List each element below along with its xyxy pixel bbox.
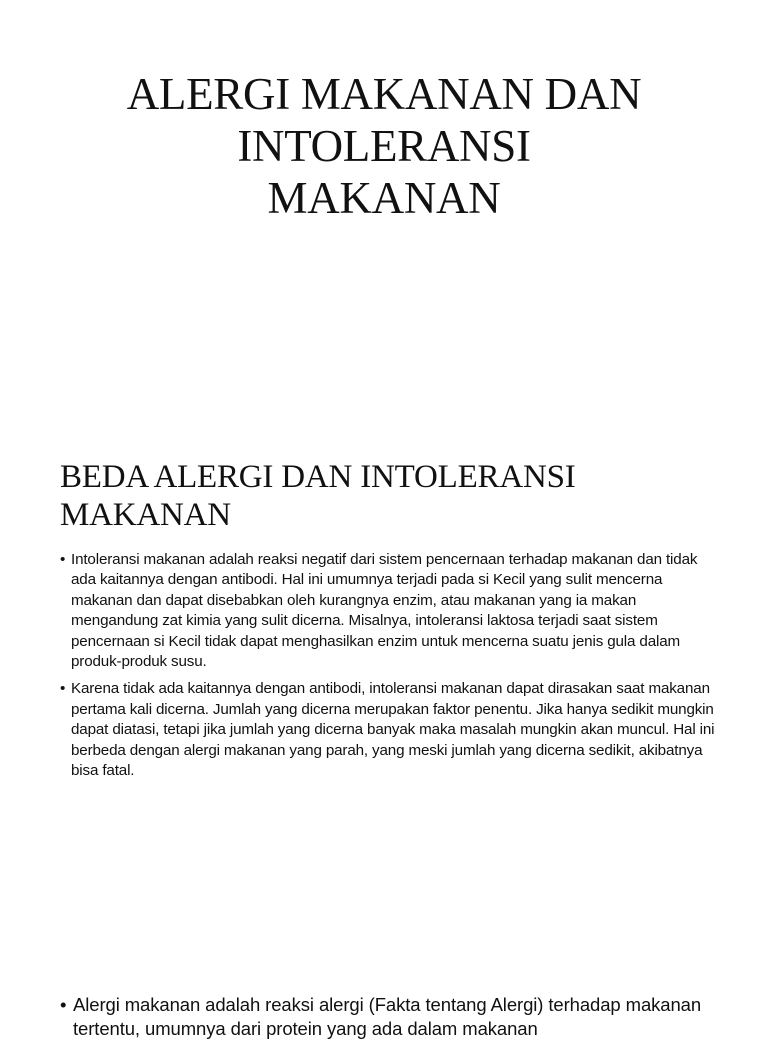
slide-1 (0, 0, 768, 430)
slide-2 (0, 430, 768, 985)
bullet-text: Alergi makanan adalah reaksi alergi (Fakta tentang Alergi) terhadap makanan tertentu, umumnya dari protein yang ada dalam makanan (73, 994, 702, 1039)
bullet-item (60, 993, 720, 1041)
bullet-dot-icon: • (60, 551, 66, 568)
bullet-item (60, 550, 720, 672)
slide-1-title-line-2: INTOLERANSI (237, 121, 531, 171)
slide-1-title-line-3: MAKANAN (267, 173, 501, 223)
bullet-item (60, 679, 720, 781)
bullet-dot-icon: • (60, 994, 67, 1015)
slide-3-bullet-list (60, 993, 720, 1041)
slide-1-title (40, 68, 728, 224)
slide-1-title-line-1: ALERGI MAKANAN DAN (126, 69, 642, 119)
slide-2-title-line-1: BEDA ALERGI DAN INTOLERANSI (60, 459, 576, 495)
bullet-dot-icon: • (60, 680, 66, 698)
slide-2-bullet-list (60, 550, 720, 788)
bullet-text: Karena tidak ada kaitannya dengan antibodi, intoleransi makanan dapat dirasakan saat makanan pertama kali dicerna. Jumlah yang dicerna merupakan faktor penentu. Jika hanya sedikit mungkin dapat diatasi, tetapi jika jumlah yang dicerna banyak maka masalah mungkin akan muncul. Hal ini berbeda dengan alergi makanan yang parah, yang meski jumlah yang dicerna sedikit, akibatnya bisa fatal. (71, 680, 715, 780)
slide-3 (0, 985, 768, 1039)
slide-2-title (60, 458, 720, 534)
slide-2-title-line-2: MAKANAN (60, 497, 231, 533)
bullet-text: Intoleransi makanan adalah reaksi negatif dari sistem pencernaan terhadap makanan dan tidak ada kaitannya dengan antibodi. Hal ini umumnya terjadi pada si Kecil yang sulit mencerna makanan dan dapat disebabkan oleh kurangnya enzim, atau makanan yang ia makan mengandung zat kimia yang sulit dicerna. Misalnya, intoleransi laktosa terjadi saat sistem pencernaan si Kecil tidak dapat menghasilkan enzim untuk mencerna suatu jenis gula dalam produk-produk susu. (71, 551, 698, 671)
